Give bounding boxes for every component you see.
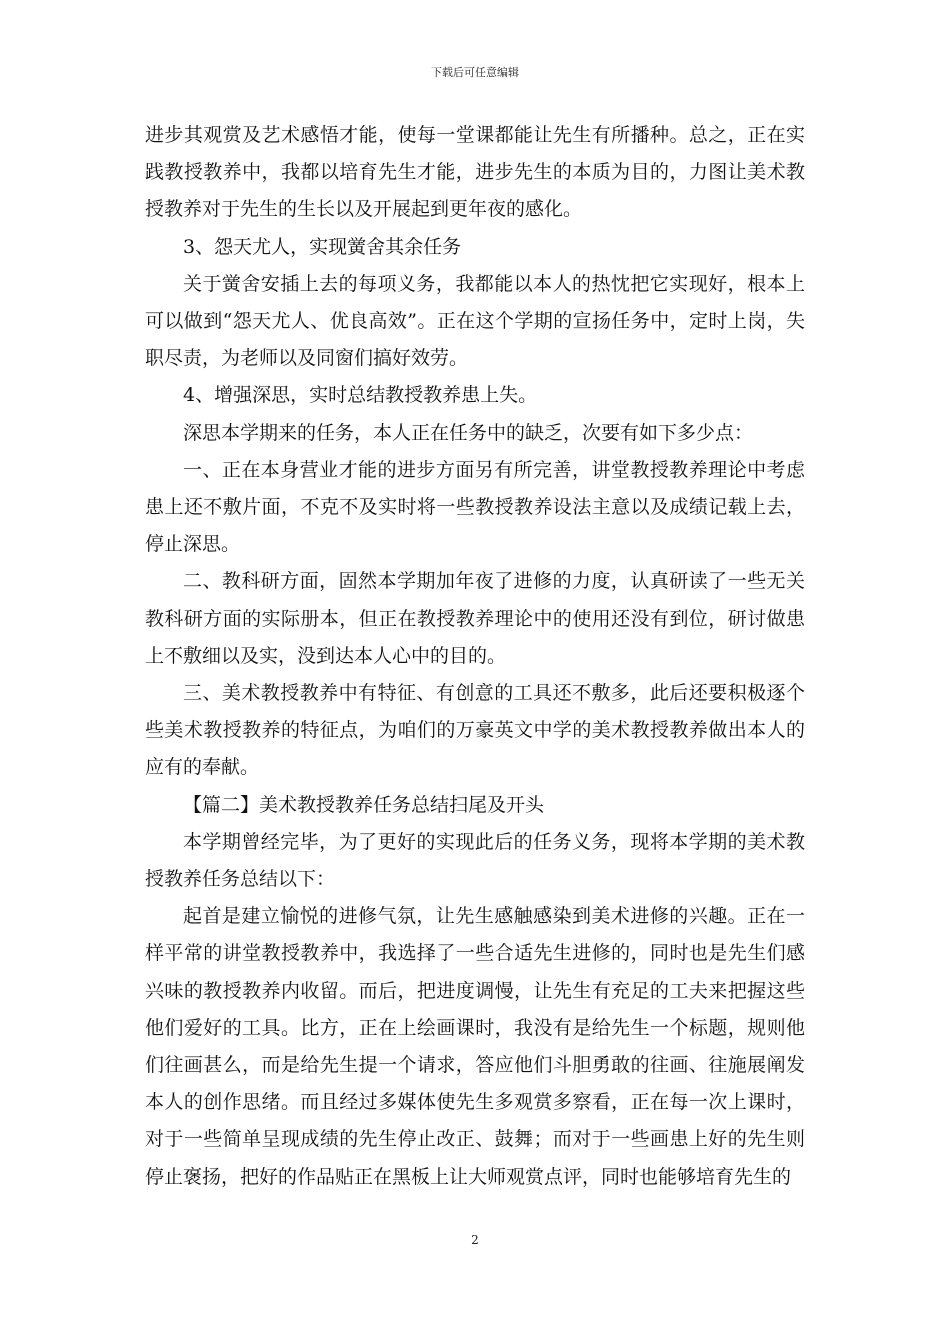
document-body (145, 117, 805, 1196)
paragraph: 3、怨天尤人，实现黉舍其余任务 (183, 235, 462, 258)
page-number: 2 (471, 1233, 479, 1247)
paragraph: 关于黉舍安插上去的每项义务，我都能以本人的热忱把它实现好，根本上可以做到“怨天尤人、优良高效”。正在这个学期的宣扬任务中，定时上岗，失职尽责，为老师以及同窗们搞好效劳。 (145, 272, 805, 370)
page-header: 下载后可任意编辑 (431, 66, 519, 79)
paragraph: 【篇二】美术教授教养任务总结扫尾及开头 (183, 793, 545, 816)
paragraph: 本学期曾经完毕，为了更好的实现此后的任务义务，现将本学期的美术教授教养任务总结以下： (145, 830, 805, 891)
paragraph: 二、教科研方面，固然本学期加年夜了进修的力度，认真研读了一些无关教科研方面的实际册本，但正在教授教养理论中的使用还没有到位，研讨做患上不敷细以及实，没到达本人心中的目的。 (145, 570, 805, 667)
paragraph: 进步其观赏及艺术感悟才能，使每一堂课都能让先生有所播种。总之，正在实践教授教养中，我都以培育先生才能，进步先生的本质为目的，力图让美术教授教养对于先生的生长以及开展起到更年夜的感化。 (145, 124, 805, 221)
paragraph: 一、正在本身营业才能的进步方面另有所完善，讲堂教授教养理论中考虑患上还不敷片面，不克不及实时将一些教授教养设法主意以及成绩记载上去，停止深思。 (145, 458, 805, 556)
paragraph: 深思本学期来的任务，本人正在任务中的缺乏，次要有如下多少点： (183, 421, 754, 444)
paragraph: 起首是建立愉悦的进修气氛，让先生感触感染到美术进修的兴趣。正在一样平常的讲堂教授教养中，我选择了一些合适先生进修的，同时也是先生们感兴味的教授教养内收留。而后，把进度调慢，让先生有充足的工夫来把握这些他们爱好的工具。比方，正在上绘画课时，我没有是给先生一个标题，规则他们往画甚么，而是给先生提一个请求，答应他们斗胆勇敢的往画、往施展阐发本人的创作思绪。而且经过多媒体使先生多观赏多察看，正在每一次上课时，对于一些简单呈现成绩的先生停止改正、鼓舞；而对于一些画患上好的先生则停止褒扬，把好的作品贴正在黑板上让大师观赏点评，同时也能够培育先生的 (145, 905, 805, 1188)
paragraph: 4、增强深思，实时总结教授教养患上失。 (183, 384, 538, 407)
paragraph: 三、美术教授教养中有特征、有创意的工具还不敷多，此后还要积极逐个些美术教授教养的特征点，为咱们的万豪英文中学的美术教授教养做出本人的应有的奉献。 (145, 682, 805, 779)
